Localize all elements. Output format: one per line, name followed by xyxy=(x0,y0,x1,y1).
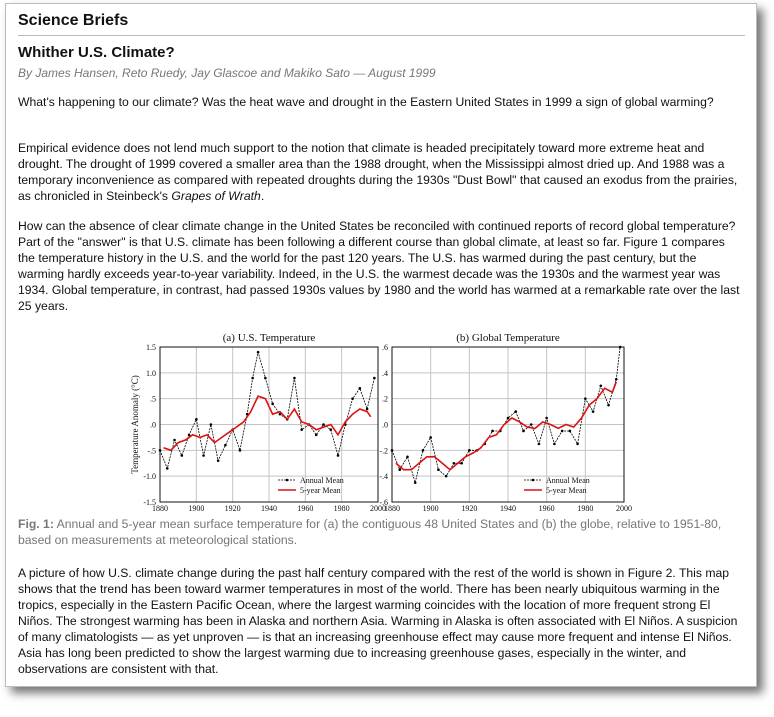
us-annual-point xyxy=(257,351,260,354)
section-header: Science Briefs xyxy=(18,12,745,36)
us-annual-point xyxy=(366,408,369,411)
us-annual-point xyxy=(173,439,176,442)
us-annual-point xyxy=(359,387,362,390)
us-annual-point xyxy=(337,454,340,457)
global-xtick-label: 2000 xyxy=(616,504,632,513)
us-ytick-label: .0 xyxy=(150,420,156,430)
us-ylabel: Temperature Anomaly (°C) xyxy=(130,375,140,474)
global-annual-line xyxy=(392,347,620,483)
us-annual-point xyxy=(351,397,354,400)
global-annual-point xyxy=(522,430,525,433)
global-annual-point xyxy=(576,443,579,446)
global-annual-point xyxy=(538,443,541,446)
us-annual-point xyxy=(188,434,191,437)
global-annual-point xyxy=(615,378,618,381)
us-ytick-label: -.5 xyxy=(147,446,156,456)
us-annual-point xyxy=(195,418,198,421)
paragraph-evidence xyxy=(18,140,744,204)
us-ytick-label: -1.5 xyxy=(143,498,156,507)
global-legend-five-year-label: 5-year Mean xyxy=(546,486,587,495)
global-annual-point xyxy=(507,417,510,420)
us-xtick-label: 1920 xyxy=(224,504,241,513)
global-annual-point xyxy=(607,404,610,407)
us-annual-point xyxy=(217,459,220,462)
us-ytick-label: 1.5 xyxy=(146,343,156,352)
global-ytick-label: .0 xyxy=(382,420,388,430)
us-annual-point xyxy=(239,449,242,452)
global-ytick-label: -.6 xyxy=(379,498,388,507)
paragraph-comparison: How can the absence of clear climate change in the United States be reconciled with continued reports of record global temperature? Part of the "answer" is that U.S. climate has been following a different course than global climate, at least so far. Figure 1 compares the temperature history in the U.S. and the world for the past 120 years. The U.S. has warmed during the past century, but the warming hardly exceeds year-to-year variability. Indeed, in the U.S. the warmest decade was the 1930s and the warmest year was 1934. Global temperature, in contrast, had passed 1930s values by 1980 and the world has warmed at a remarkable rate over the last 25 years. xyxy=(18,219,740,313)
us-xtick-label: 1900 xyxy=(188,504,205,513)
global-xtick-label: 1980 xyxy=(577,504,594,513)
global-annual-point xyxy=(429,436,432,439)
global-annual-point xyxy=(414,481,417,484)
us-xtick-label: 1880 xyxy=(152,504,168,513)
global-xtick-label: 1900 xyxy=(422,504,439,513)
article-title: Whither U.S. Climate? xyxy=(18,44,175,61)
global-legend-annual-marker xyxy=(532,479,535,482)
us-annual-point xyxy=(166,467,169,470)
global-annual-point xyxy=(530,423,533,426)
paragraph-intro: What's happening to our climate? Was the heat wave and drought in the Eastern United States in 1999 a sign of global warming? xyxy=(18,95,714,109)
global-ytick-label: .4 xyxy=(382,368,388,378)
article-card xyxy=(5,3,757,687)
global-annual-point xyxy=(553,443,556,446)
global-xtick-label: 1920 xyxy=(461,504,478,513)
book-title: Grapes of Wrath xyxy=(171,189,261,203)
caption-label: Fig. 1: xyxy=(18,517,54,531)
global-annual-point xyxy=(453,462,456,465)
global-annual-point xyxy=(561,430,564,433)
us-ytick-label: -1.0 xyxy=(143,472,156,482)
us-annual-point xyxy=(322,423,325,426)
global-annual-point xyxy=(406,455,409,458)
caption-text: Annual and 5-year mean surface temperature for (a) the contiguous 48 United States and (b) the globe, relative to 1951-80, based on measurements at meteorological stations. xyxy=(18,517,722,547)
us-annual-point xyxy=(264,377,267,380)
global-five-year-line xyxy=(396,382,616,470)
us-annual-point xyxy=(373,377,376,380)
us-annual-point xyxy=(293,377,296,380)
us-annual-point xyxy=(181,454,184,457)
us-annual-point xyxy=(271,403,274,406)
global-annual-point xyxy=(592,410,595,413)
global-annual-point xyxy=(468,449,471,452)
us-legend-annual-marker xyxy=(286,479,289,482)
us-xtick-label: 1980 xyxy=(333,504,350,513)
us-annual-line xyxy=(160,352,374,468)
global-annual-point xyxy=(545,417,548,420)
paragraph-map: A picture of how U.S. climate change during the past half century compared with the rest of the world is shown in Figure 2. This map shows that the trend has been toward warmer temperatures in most of the world. There has been nearly ubiquitous warming in the tropics, especially in the Eastern Pacific Ocean, where the largest warming coincides with the location of more frequent strong El Niños. The strongest warming has been in Alaska and northern Asia. Warming in Alaska is often associated with El Niños. A suspicion of many climatologists — as yet unproven — is that an increasing greenhouse effect may cause more frequent and intense El Niños. Asia has long been predicted to show the largest warming due to increasing greenhouse gases, especially in the winter, and observations are consistent with that. xyxy=(18,566,738,676)
global-ytick-label: .2 xyxy=(382,394,388,404)
global-annual-point xyxy=(514,410,517,413)
us-annual-point xyxy=(202,454,205,457)
global-annual-point xyxy=(422,449,425,452)
paragraph-evidence-end: . xyxy=(260,189,265,203)
global-annual-point xyxy=(491,430,494,433)
global-annual-point xyxy=(437,468,440,471)
global-legend-annual-label: Annual Mean xyxy=(546,476,590,485)
us-annual-point xyxy=(210,423,213,426)
us-legend-annual-label: Annual Mean xyxy=(300,476,344,485)
global-ytick-label: .6 xyxy=(382,343,388,352)
us-xtick-label: 1960 xyxy=(297,504,314,513)
global-annual-point xyxy=(391,449,394,452)
us-xtick-label: 2000 xyxy=(370,504,386,513)
global-panel xyxy=(379,332,632,513)
global-annual-point xyxy=(600,384,603,387)
global-annual-point xyxy=(460,462,463,465)
us-annual-point xyxy=(300,428,303,431)
us-annual-point xyxy=(224,444,227,447)
global-ytick-label: -.4 xyxy=(379,472,388,482)
paragraph-evidence-text: Empirical evidence does not lend much support to the notion that climate is headed precipitately toward more extreme heat and drought. The drought of 1999 covered a smaller area than the 1988 drought, when the Mississippi almost dried up. And 1988 was a temporary inconvenience as compared with repeated droughts during the 1930s "Dust Bowl" that caused an exodus from the prairies, as chronicled in Steinbeck's xyxy=(18,141,738,203)
global-chart-title: (b) Global Temperature xyxy=(456,332,560,344)
us-annual-point xyxy=(315,434,318,437)
global-annual-point xyxy=(584,397,587,400)
us-panel xyxy=(130,332,386,513)
global-annual-point xyxy=(619,346,622,349)
us-annual-point xyxy=(159,449,162,452)
us-chart-title: (a) U.S. Temperature xyxy=(222,332,316,344)
global-ytick-label: -.2 xyxy=(379,446,388,456)
global-annual-point xyxy=(445,475,448,478)
global-xtick-label: 1940 xyxy=(500,504,516,513)
byline: By James Hansen, Reto Ruedy, Jay Glascoe and Makiko Sato — August 1999 xyxy=(18,66,436,80)
figure-caption xyxy=(18,516,744,548)
temperature-charts xyxy=(130,327,632,513)
figure-1 xyxy=(130,327,632,513)
global-annual-point xyxy=(398,468,401,471)
us-xtick-label: 1940 xyxy=(261,504,277,513)
global-xtick-label: 1960 xyxy=(538,504,555,513)
global-annual-point xyxy=(569,430,572,433)
us-annual-point xyxy=(251,377,254,380)
us-legend-five-year-label: 5-year Mean xyxy=(300,486,341,495)
us-ytick-label: .5 xyxy=(150,394,156,404)
us-ytick-label: 1.0 xyxy=(146,368,156,378)
global-xtick-label: 1880 xyxy=(384,504,400,513)
us-annual-point xyxy=(329,428,332,431)
